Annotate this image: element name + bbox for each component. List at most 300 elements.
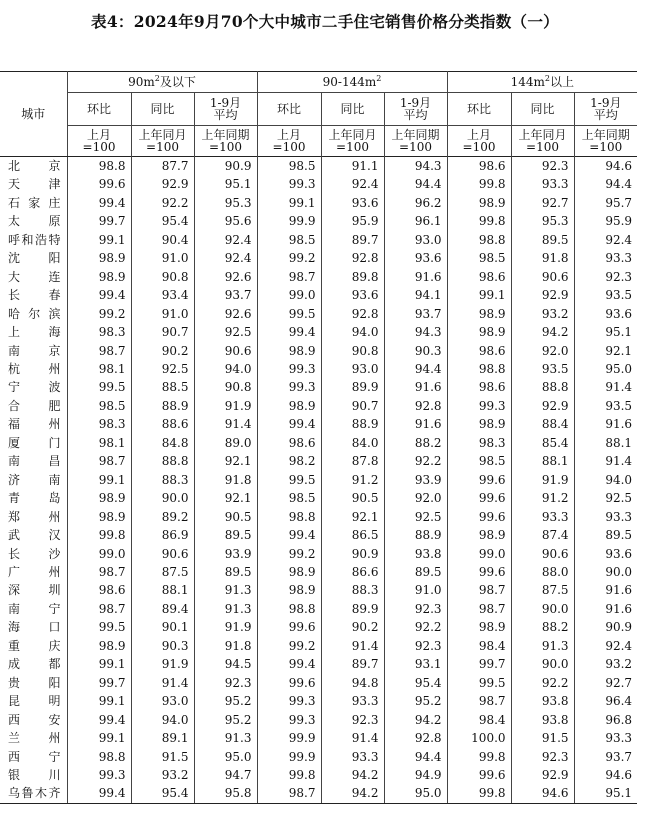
table-row xyxy=(0,305,637,323)
index-value: 94.2 xyxy=(321,766,384,784)
table-row xyxy=(0,157,637,176)
index-value: 87.5 xyxy=(511,581,574,599)
table-row xyxy=(0,415,637,433)
index-value: 91.0 xyxy=(131,305,194,323)
index-value: 90.9 xyxy=(574,618,637,636)
index-value: 89.5 xyxy=(574,526,637,544)
index-value: 99.5 xyxy=(447,674,511,692)
index-value: 92.3 xyxy=(574,268,637,286)
index-value: 98.7 xyxy=(447,581,511,599)
index-value: 94.0 xyxy=(321,323,384,341)
index-value: 91.6 xyxy=(384,378,447,396)
city-name: 宁波 xyxy=(8,380,61,395)
index-value: 89.5 xyxy=(194,563,257,581)
index-value: 90.4 xyxy=(131,231,194,249)
index-value: 94.0 xyxy=(194,360,257,378)
index-value: 91.4 xyxy=(574,452,637,470)
index-value: 98.5 xyxy=(447,452,511,470)
city-name: 兰州 xyxy=(8,731,61,746)
index-value: 91.8 xyxy=(194,637,257,655)
index-value: 92.8 xyxy=(321,249,384,267)
index-value: 95.1 xyxy=(574,323,637,341)
table-row xyxy=(0,637,637,655)
index-value: 98.5 xyxy=(67,397,131,415)
index-value: 89.5 xyxy=(194,526,257,544)
index-value: 99.6 xyxy=(257,674,321,692)
city-name: 石家庄 xyxy=(8,195,61,210)
index-value: 92.6 xyxy=(194,268,257,286)
index-value: 98.5 xyxy=(257,231,321,249)
index-value: 91.3 xyxy=(194,600,257,618)
index-value: 91.6 xyxy=(574,600,637,618)
group-header-medium: $90-144m^2$ xyxy=(257,72,447,93)
index-value: 92.1 xyxy=(194,489,257,507)
index-value: 91.3 xyxy=(511,637,574,655)
base-header-yoy: 上年同月 =100 xyxy=(131,126,194,157)
index-value: 99.4 xyxy=(257,323,321,341)
index-value: 91.4 xyxy=(321,637,384,655)
index-value: 93.1 xyxy=(384,655,447,673)
city-name: 杭州 xyxy=(8,361,61,376)
subheader-avg: 1-9月 平均 xyxy=(194,93,257,126)
index-value: 95.3 xyxy=(511,212,574,230)
index-value: 92.8 xyxy=(321,305,384,323)
index-value: 99.6 xyxy=(67,175,131,193)
index-value: 98.7 xyxy=(447,692,511,710)
index-value: 90.8 xyxy=(194,378,257,396)
index-value: 98.1 xyxy=(67,360,131,378)
index-value: 98.5 xyxy=(257,489,321,507)
index-value: 95.2 xyxy=(194,692,257,710)
index-value: 93.0 xyxy=(321,360,384,378)
index-value: 94.4 xyxy=(574,175,637,193)
index-value: 90.5 xyxy=(321,489,384,507)
city-name: 贵阳 xyxy=(8,675,61,690)
index-value: 99.6 xyxy=(447,489,511,507)
index-value: 95.9 xyxy=(321,212,384,230)
index-value: 98.5 xyxy=(257,157,321,176)
table-row xyxy=(0,434,637,452)
index-value: 92.8 xyxy=(384,729,447,747)
table-row xyxy=(0,748,637,766)
index-value: 91.9 xyxy=(194,618,257,636)
index-value: 98.9 xyxy=(447,618,511,636)
index-value: 91.6 xyxy=(384,415,447,433)
index-value: 99.0 xyxy=(257,286,321,304)
index-value: 91.6 xyxy=(574,581,637,599)
index-value: 90.3 xyxy=(131,637,194,655)
index-value: 99.4 xyxy=(257,655,321,673)
city-name: 天津 xyxy=(8,177,61,192)
city-name: 郑州 xyxy=(8,509,61,524)
index-value: 89.4 xyxy=(131,600,194,618)
index-value: 93.6 xyxy=(574,545,637,563)
index-value: 98.6 xyxy=(67,581,131,599)
index-value: 95.9 xyxy=(574,212,637,230)
index-value: 98.6 xyxy=(447,157,511,176)
index-value: 95.0 xyxy=(384,784,447,803)
table-row xyxy=(0,452,637,470)
index-value: 94.8 xyxy=(321,674,384,692)
index-value: 95.2 xyxy=(384,692,447,710)
index-value: 94.6 xyxy=(574,766,637,784)
city-name: 济南 xyxy=(8,472,61,487)
index-value: 99.5 xyxy=(67,618,131,636)
index-value: 98.3 xyxy=(447,434,511,452)
index-value: 91.0 xyxy=(384,581,447,599)
index-value: 99.7 xyxy=(447,655,511,673)
city-name: 南宁 xyxy=(8,601,61,616)
index-value: 94.2 xyxy=(384,711,447,729)
index-value: 99.1 xyxy=(67,692,131,710)
table-row xyxy=(0,526,637,544)
index-value: 89.2 xyxy=(131,508,194,526)
index-value: 99.4 xyxy=(67,194,131,212)
index-value: 93.3 xyxy=(321,692,384,710)
index-value: 87.8 xyxy=(321,452,384,470)
index-value: 98.7 xyxy=(67,342,131,360)
index-value: 98.9 xyxy=(67,268,131,286)
city-name: 长沙 xyxy=(8,546,61,561)
index-value: 99.5 xyxy=(257,305,321,323)
index-value: 92.6 xyxy=(194,305,257,323)
index-value: 88.1 xyxy=(511,452,574,470)
index-value: 92.9 xyxy=(131,175,194,193)
table-row xyxy=(0,489,637,507)
index-value: 99.9 xyxy=(257,212,321,230)
city-name: 合肥 xyxy=(8,398,61,413)
index-value: 91.4 xyxy=(194,415,257,433)
index-value: 99.3 xyxy=(257,692,321,710)
index-value: 100.0 xyxy=(447,729,511,747)
index-value: 88.9 xyxy=(384,526,447,544)
index-value: 89.9 xyxy=(321,378,384,396)
index-value: 95.3 xyxy=(194,194,257,212)
index-value: 90.5 xyxy=(194,508,257,526)
index-value: 91.3 xyxy=(194,729,257,747)
city-name: 广州 xyxy=(8,564,61,579)
index-value: 92.5 xyxy=(194,323,257,341)
index-value: 88.1 xyxy=(131,581,194,599)
index-value: 88.8 xyxy=(131,452,194,470)
index-value: 92.0 xyxy=(511,342,574,360)
index-value: 98.9 xyxy=(67,489,131,507)
index-value: 92.1 xyxy=(321,508,384,526)
index-value: 98.8 xyxy=(67,157,131,176)
index-value: 94.2 xyxy=(321,784,384,803)
index-value: 92.7 xyxy=(511,194,574,212)
index-value: 88.1 xyxy=(574,434,637,452)
index-value: 92.4 xyxy=(194,249,257,267)
index-value: 98.6 xyxy=(447,342,511,360)
index-value: 94.3 xyxy=(384,323,447,341)
index-value: 90.7 xyxy=(321,397,384,415)
table-row xyxy=(0,249,637,267)
index-value: 89.7 xyxy=(321,231,384,249)
index-value: 92.3 xyxy=(194,674,257,692)
city-name: 太原 xyxy=(8,214,61,229)
index-value: 99.3 xyxy=(257,711,321,729)
index-value: 98.9 xyxy=(447,415,511,433)
index-value: 98.7 xyxy=(67,600,131,618)
index-value: 98.9 xyxy=(447,526,511,544)
table-row xyxy=(0,545,637,563)
index-value: 88.9 xyxy=(321,415,384,433)
index-value: 99.4 xyxy=(257,415,321,433)
index-value: 99.2 xyxy=(257,545,321,563)
index-value: 99.4 xyxy=(67,784,131,803)
index-value: 98.8 xyxy=(447,360,511,378)
table-row xyxy=(0,231,637,249)
index-value: 91.9 xyxy=(194,397,257,415)
index-value: 91.6 xyxy=(574,415,637,433)
base-header-mom: 上月 =100 xyxy=(67,126,131,157)
index-value: 98.9 xyxy=(257,563,321,581)
base-header-yoy: 上年同月 =100 xyxy=(321,126,384,157)
table-title: 表4：2024年9月70个大中城市二手住宅销售价格分类指数（一） xyxy=(91,12,559,31)
index-value: 98.9 xyxy=(67,249,131,267)
index-value: 94.9 xyxy=(384,766,447,784)
city-name: 乌鲁木齐 xyxy=(0,784,67,803)
index-value: 99.7 xyxy=(67,674,131,692)
index-value: 92.3 xyxy=(384,600,447,618)
index-value: 98.4 xyxy=(447,637,511,655)
index-value: 99.3 xyxy=(257,175,321,193)
index-value: 90.8 xyxy=(321,342,384,360)
index-value: 95.8 xyxy=(194,784,257,803)
index-value: 93.7 xyxy=(574,748,637,766)
index-value: 98.3 xyxy=(67,323,131,341)
group-header-large: $144m^2$以上 xyxy=(447,72,637,93)
index-value: 98.8 xyxy=(447,231,511,249)
base-header-avg: 上年同期 =100 xyxy=(574,126,637,157)
table-row xyxy=(0,323,637,341)
index-value: 98.9 xyxy=(257,342,321,360)
index-value: 93.3 xyxy=(574,249,637,267)
index-value: 88.2 xyxy=(511,618,574,636)
index-value: 96.8 xyxy=(574,711,637,729)
city-name: 武汉 xyxy=(8,528,61,543)
index-value: 87.4 xyxy=(511,526,574,544)
index-value: 95.1 xyxy=(574,784,637,803)
index-value: 88.0 xyxy=(511,563,574,581)
index-value: 89.9 xyxy=(321,600,384,618)
index-value: 94.3 xyxy=(384,157,447,176)
index-value: 98.1 xyxy=(67,434,131,452)
index-value: 88.5 xyxy=(131,378,194,396)
index-value: 99.0 xyxy=(447,545,511,563)
index-value: 98.8 xyxy=(257,600,321,618)
group-header-small: $90m^2$及以下 xyxy=(67,72,257,93)
index-value: 99.1 xyxy=(67,231,131,249)
city-name: 上海 xyxy=(8,325,61,340)
subheader-yoy: 同比 xyxy=(511,93,574,126)
city-name: 南昌 xyxy=(8,454,61,469)
index-value: 99.2 xyxy=(257,637,321,655)
index-value: 95.4 xyxy=(384,674,447,692)
index-value: 94.4 xyxy=(384,175,447,193)
index-value: 90.6 xyxy=(131,545,194,563)
index-value: 99.4 xyxy=(257,526,321,544)
index-value: 92.8 xyxy=(384,397,447,415)
index-value: 93.7 xyxy=(384,305,447,323)
index-value: 92.2 xyxy=(384,618,447,636)
index-value: 98.4 xyxy=(447,711,511,729)
index-value: 98.6 xyxy=(257,434,321,452)
index-value: 91.5 xyxy=(511,729,574,747)
city-name: 重庆 xyxy=(8,638,61,653)
index-value: 94.2 xyxy=(511,323,574,341)
index-value: 98.7 xyxy=(257,268,321,286)
index-value: 98.9 xyxy=(67,637,131,655)
index-value: 88.4 xyxy=(511,415,574,433)
index-value: 93.9 xyxy=(194,545,257,563)
index-value: 94.0 xyxy=(574,471,637,489)
index-value: 93.6 xyxy=(574,305,637,323)
table-row xyxy=(0,508,637,526)
city-name: 银川 xyxy=(8,767,61,782)
city-name: 昆明 xyxy=(8,694,61,709)
index-value: 99.1 xyxy=(67,471,131,489)
index-value: 94.7 xyxy=(194,766,257,784)
index-value: 99.4 xyxy=(67,286,131,304)
index-value: 96.1 xyxy=(384,212,447,230)
index-value: 99.1 xyxy=(67,655,131,673)
index-value: 99.6 xyxy=(257,618,321,636)
index-value: 94.0 xyxy=(131,711,194,729)
index-value: 95.0 xyxy=(574,360,637,378)
subheader-yoy: 同比 xyxy=(321,93,384,126)
index-value: 95.6 xyxy=(194,212,257,230)
index-value: 92.3 xyxy=(384,637,447,655)
index-value: 93.3 xyxy=(511,508,574,526)
index-value: 98.9 xyxy=(447,323,511,341)
index-value: 99.2 xyxy=(257,249,321,267)
table-row xyxy=(0,711,637,729)
index-value: 99.3 xyxy=(257,360,321,378)
city-name: 海口 xyxy=(8,620,61,635)
index-value: 84.8 xyxy=(131,434,194,452)
index-value: 98.6 xyxy=(447,378,511,396)
index-value: 92.3 xyxy=(321,711,384,729)
index-value: 93.2 xyxy=(574,655,637,673)
index-value: 98.9 xyxy=(447,305,511,323)
city-name: 厦门 xyxy=(8,435,61,450)
index-value: 99.6 xyxy=(447,508,511,526)
table-row xyxy=(0,175,637,193)
index-value: 98.9 xyxy=(67,508,131,526)
index-value: 91.4 xyxy=(574,378,637,396)
city-name: 北京 xyxy=(8,159,61,173)
table-row xyxy=(0,286,637,304)
index-value: 94.6 xyxy=(574,157,637,176)
city-name: 成都 xyxy=(8,657,61,672)
index-value: 98.7 xyxy=(67,452,131,470)
index-value: 87.7 xyxy=(131,157,194,176)
index-value: 98.6 xyxy=(447,268,511,286)
index-value: 93.6 xyxy=(321,286,384,304)
index-value: 88.3 xyxy=(321,581,384,599)
city-name: 长春 xyxy=(8,288,61,303)
index-value: 93.7 xyxy=(194,286,257,304)
city-name: 哈尔滨 xyxy=(8,306,61,321)
index-value: 88.9 xyxy=(131,397,194,415)
index-value: 92.2 xyxy=(384,452,447,470)
index-value: 90.1 xyxy=(131,618,194,636)
index-value: 89.5 xyxy=(511,231,574,249)
index-value: 93.5 xyxy=(511,360,574,378)
index-value: 92.4 xyxy=(321,175,384,193)
table-row xyxy=(0,766,637,784)
index-value: 92.4 xyxy=(574,231,637,249)
index-value: 93.3 xyxy=(574,729,637,747)
index-value: 93.0 xyxy=(131,692,194,710)
index-value: 93.3 xyxy=(511,175,574,193)
table-row xyxy=(0,729,637,747)
index-value: 95.4 xyxy=(131,212,194,230)
index-value: 91.9 xyxy=(131,655,194,673)
city-name: 西宁 xyxy=(8,749,61,764)
base-header-avg: 上年同期 =100 xyxy=(194,126,257,157)
index-value: 99.1 xyxy=(447,286,511,304)
index-value: 99.3 xyxy=(257,378,321,396)
index-value: 90.6 xyxy=(511,545,574,563)
table-row xyxy=(0,692,637,710)
index-value: 93.6 xyxy=(384,249,447,267)
index-value: 86.5 xyxy=(321,526,384,544)
table-row xyxy=(0,581,637,599)
index-value: 99.4 xyxy=(67,711,131,729)
index-value: 93.2 xyxy=(131,766,194,784)
index-value: 93.2 xyxy=(511,305,574,323)
index-value: 94.6 xyxy=(511,784,574,803)
index-value: 89.1 xyxy=(131,729,194,747)
index-value: 99.3 xyxy=(67,766,131,784)
index-value: 95.2 xyxy=(194,711,257,729)
city-name: 西安 xyxy=(8,712,61,727)
index-value: 98.7 xyxy=(447,600,511,618)
table-row xyxy=(0,212,637,230)
index-value: 92.3 xyxy=(511,157,574,176)
table-row xyxy=(0,360,637,378)
table-row xyxy=(0,471,637,489)
index-value: 99.2 xyxy=(67,305,131,323)
index-value: 99.8 xyxy=(447,175,511,193)
index-value: 94.4 xyxy=(384,360,447,378)
subheader-mom: 环比 xyxy=(447,93,511,126)
index-value: 90.0 xyxy=(511,600,574,618)
city-name: 深圳 xyxy=(8,583,61,598)
index-value: 92.4 xyxy=(194,231,257,249)
index-value: 87.5 xyxy=(131,563,194,581)
index-value: 90.9 xyxy=(194,157,257,176)
index-value: 89.7 xyxy=(321,655,384,673)
index-value: 91.3 xyxy=(194,581,257,599)
index-value: 98.8 xyxy=(67,748,131,766)
subheader-avg: 1-9月 平均 xyxy=(574,93,637,126)
index-value: 88.6 xyxy=(131,415,194,433)
index-value: 91.4 xyxy=(321,729,384,747)
index-value: 99.7 xyxy=(67,212,131,230)
base-header-mom: 上月 =100 xyxy=(257,126,321,157)
index-value: 90.2 xyxy=(321,618,384,636)
index-value: 92.5 xyxy=(131,360,194,378)
index-value: 91.2 xyxy=(321,471,384,489)
city-name: 南京 xyxy=(8,343,61,358)
index-value: 99.5 xyxy=(257,471,321,489)
index-value: 92.1 xyxy=(574,342,637,360)
index-value: 88.3 xyxy=(131,471,194,489)
